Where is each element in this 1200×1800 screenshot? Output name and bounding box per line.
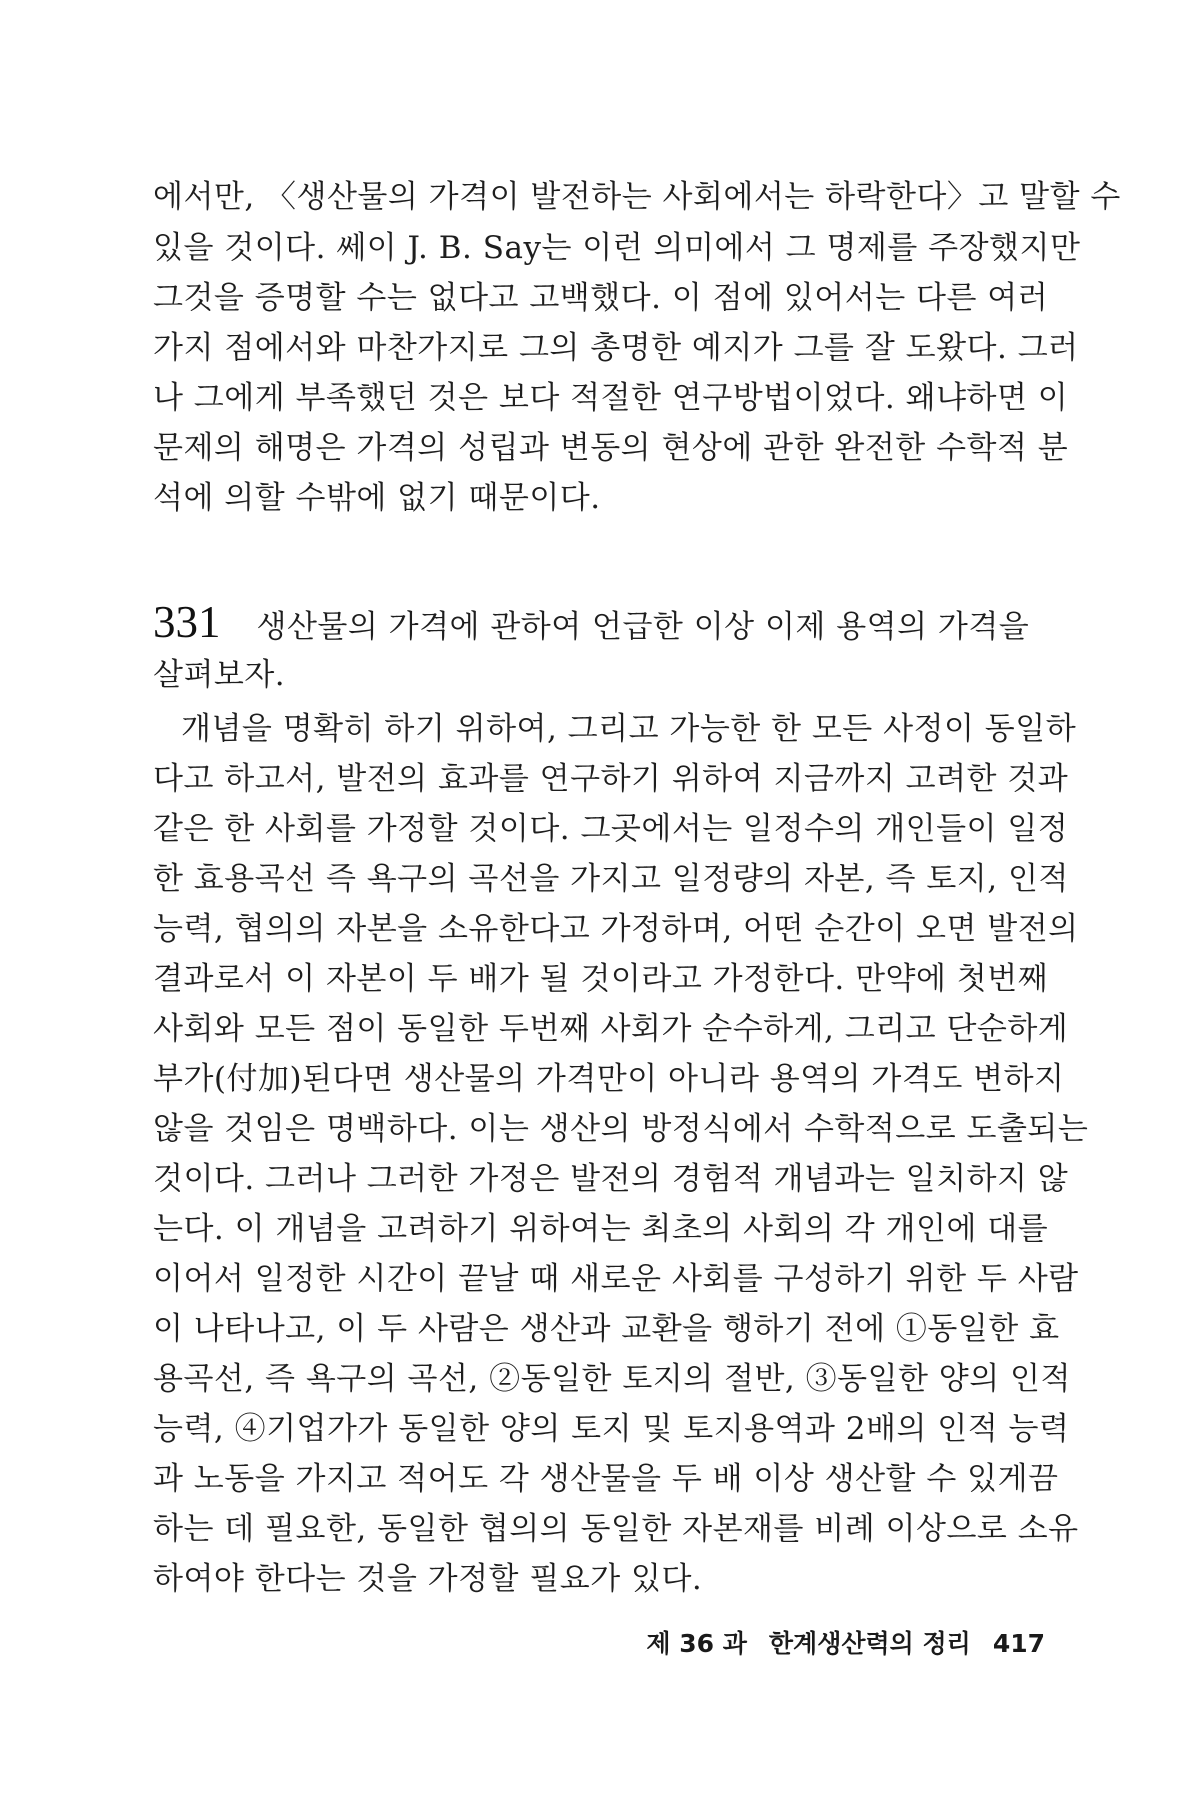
main-line-5: 능력, 협의의 자본을 소유한다고 가정하며, 어떤 순간이 오면 발전의	[153, 911, 1079, 947]
main-line-15: 능력, ④기업가가 동일한 양의 토지 및 토지용역과 2배의 인적 능력	[153, 1411, 1070, 1447]
main-line-6: 결과로서 이 자본이 두 배가 될 것이라고 가정한다. 만약에 첫번째	[153, 961, 1049, 997]
section-heading	[153, 587, 1045, 657]
intro-line-2: 있을 것이다. 쎄이 J. B. Say는 이런 의미에서 그 명제를 주장했지만	[153, 230, 1081, 266]
main-line-13: 이 나타나고, 이 두 사람은 생산과 교환을 행하기 전에 ①동일한 효	[153, 1311, 1060, 1347]
main-line-1: 개념을 명확히 하기 위하여, 그리고 가능한 한 모든 사정이 동일하	[181, 711, 1077, 747]
book-page	[153, 0, 1121, 1800]
intro-line-7: 석에 의할 수밖에 없기 때문이다.	[153, 480, 601, 516]
main-line-2: 다고 하고서, 발전의 효과를 연구하기 위하여 지금까지 고려한 것과	[153, 761, 1069, 797]
intro-line-5: 나 그에게 부족했던 것은 보다 적절한 연구방법이었다. 왜냐하면 이	[153, 380, 1069, 416]
intro-line-1: 에서만, 〈생산물의 가격이 발전하는 사회에서는 하락한다〉고 말할 수	[153, 179, 1121, 215]
section-first-line: 생산물의 가격에 관하여 언급한 이상 이제 용역의 가격을	[256, 609, 1030, 645]
main-line-4: 한 효용곡선 즉 욕구의 곡선을 가지고 일정량의 자본, 즉 토지, 인적	[153, 861, 1069, 897]
page-number: 417	[992, 1629, 1045, 1658]
main-line-8: 부가(付加)된다면 생산물의 가격만이 아니라 용역의 가격도 변하지	[153, 1061, 1065, 1097]
main-line-14: 용곡선, 즉 욕구의 곡선, ②동일한 토지의 절반, ③동일한 양의 인적	[153, 1361, 1071, 1397]
footer-chapter-title: 한계생산력의 정리	[768, 1629, 971, 1658]
main-line-12: 이어서 일정한 시간이 끝날 때 새로운 사회를 구성하기 위한 두 사람	[153, 1261, 1079, 1297]
main-line-9: 않을 것임은 명백하다. 이는 생산의 방정식에서 수학적으로 도출되는	[153, 1111, 1089, 1147]
footer-chapter: 제 36 과	[646, 1629, 747, 1658]
main-line-17: 하는 데 필요한, 동일한 협의의 동일한 자본재를 비례 이상으로 소유	[153, 1511, 1079, 1547]
main-line-18: 하여야 한다는 것을 가정할 필요가 있다.	[153, 1561, 703, 1597]
main-line-3: 같은 한 사회를 가정할 것이다. 그곳에서는 일정수의 개인들이 일정	[153, 811, 1069, 847]
main-line-10: 것이다. 그러나 그러한 가정은 발전의 경험적 개념과는 일치하지 않	[153, 1161, 1069, 1197]
main-line-7: 사회와 모든 점이 동일한 두번째 사회가 순수하게, 그리고 단순하게	[153, 1011, 1069, 1047]
intro-line-6: 문제의 해명은 가격의 성립과 변동의 현상에 관한 완전한 수학적 분	[153, 430, 1069, 466]
main-line-16: 과 노동을 가지고 적어도 각 생산물을 두 배 이상 생산할 수 있게끔	[153, 1461, 1059, 1497]
section-second-line: 살펴보자.	[153, 657, 286, 693]
section-number: 331	[153, 597, 221, 647]
intro-line-3: 그것을 증명할 수는 없다고 고백했다. 이 점에 있어서는 다른 여러	[153, 280, 1049, 316]
main-line-11: 는다. 이 개념을 고려하기 위하여는 최초의 사회의 각 개인에 대를	[153, 1211, 1049, 1247]
intro-line-4: 가지 점에서와 마찬가지로 그의 총명한 예지가 그를 잘 도왔다. 그러	[153, 330, 1079, 366]
running-footer	[153, 1622, 1045, 1666]
